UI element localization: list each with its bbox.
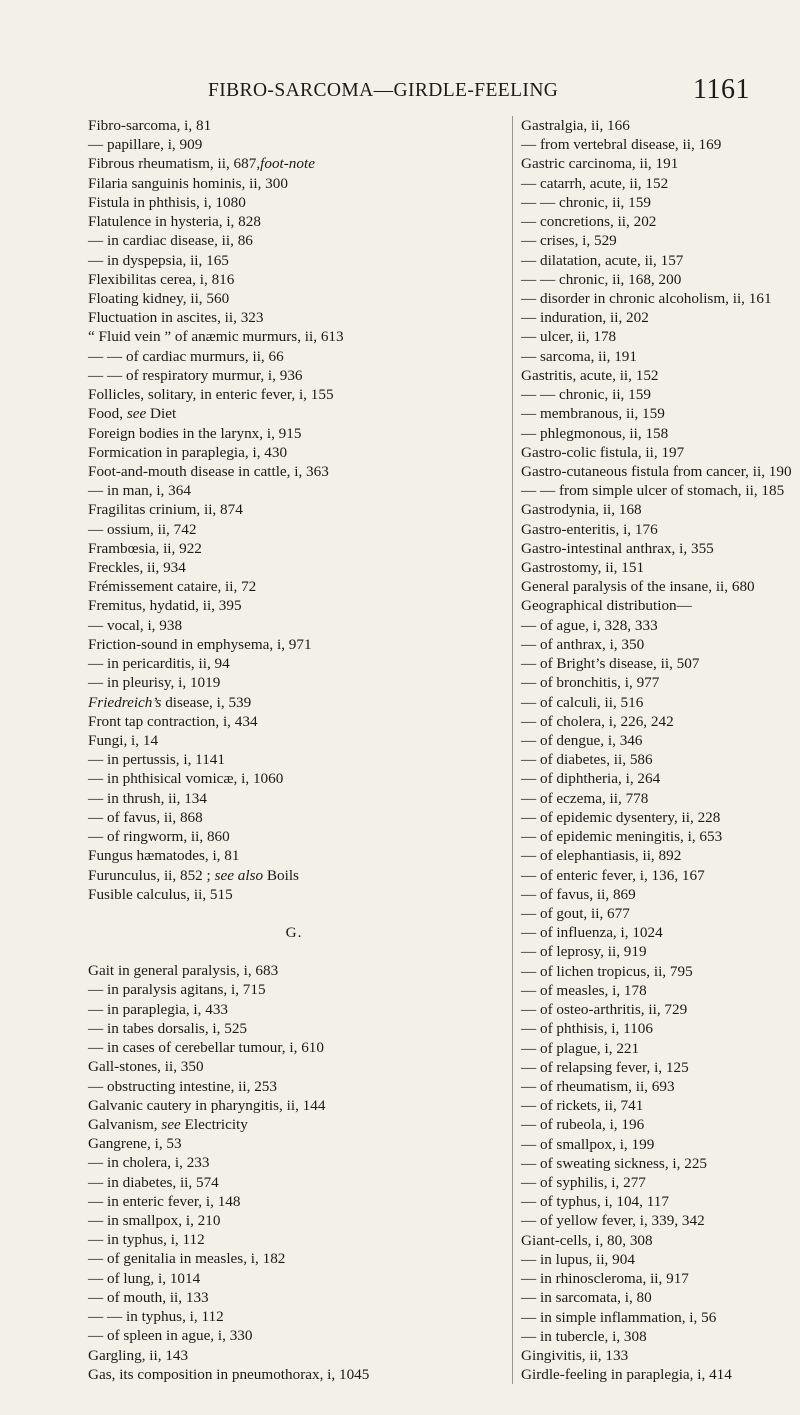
index-entry: — of elephantiasis, ii, 892 bbox=[521, 847, 682, 865]
index-entry: Gastrostomy, ii, 151 bbox=[521, 559, 645, 577]
index-entry: Gastro-enteritis, i, 176 bbox=[521, 520, 658, 538]
index-entry: — in cholera, i, 233 bbox=[88, 1154, 210, 1172]
index-entry bbox=[88, 154, 500, 173]
index-entry: — disorder in chronic alcoholism, ii, 161 bbox=[521, 289, 772, 307]
index-entry: Fusible calculus, ii, 515 bbox=[88, 885, 233, 903]
reference-target: Electricity bbox=[180, 1115, 248, 1133]
index-entry: — of gout, ii, 677 bbox=[521, 904, 630, 922]
index-entry: — in pleurisy, i, 1019 bbox=[88, 674, 221, 692]
index-entry: Fluctuation in ascites, ii, 323 bbox=[88, 309, 264, 327]
index-entry: — vocal, i, 938 bbox=[88, 616, 183, 634]
index-entry: Galvanic cautery in pharyngitis, ii, 144 bbox=[88, 1096, 326, 1114]
eponym-name: Friedreich’s bbox=[88, 693, 162, 711]
index-entry: — in diabetes, ii, 574 bbox=[88, 1173, 219, 1191]
index-entry: Fungi, i, 14 bbox=[88, 732, 159, 749]
index-entry bbox=[88, 1115, 500, 1134]
index-entry: Frémissement cataire, ii, 72 bbox=[88, 578, 257, 596]
index-entry: — of diabetes, ii, 586 bbox=[521, 751, 653, 769]
index-entry: — of rheumatism, ii, 693 bbox=[521, 1077, 675, 1095]
entry-text: Fibrous rheumatism, ii, 687, bbox=[88, 155, 261, 173]
index-entry: Fragilitas crinium, ii, 874 bbox=[88, 501, 243, 519]
index-entry: — — of cardiac murmurs, ii, 66 bbox=[88, 347, 284, 365]
index-entry: — of leprosy, ii, 919 bbox=[521, 943, 647, 961]
index-entry: — of lichen tropicus, ii, 795 bbox=[521, 962, 693, 980]
index-entry bbox=[88, 866, 500, 885]
index-entry: — catarrh, acute, ii, 152 bbox=[521, 174, 669, 192]
index-entry: Front tap contraction, i, 434 bbox=[88, 712, 258, 730]
index-entry: — in pertussis, i, 1141 bbox=[88, 751, 225, 769]
see-reference: see bbox=[161, 1115, 181, 1133]
index-entry: — of dengue, i, 346 bbox=[521, 732, 643, 749]
index-entry: — of smallpox, i, 199 bbox=[521, 1135, 655, 1153]
index-entry: — of enteric fever, i, 136, 167 bbox=[521, 866, 705, 884]
index-entry: Fistula in phthisis, i, 1080 bbox=[88, 193, 246, 211]
index-entry: Filaria sanguinis hominis, ii, 300 bbox=[88, 174, 288, 192]
index-entry: — — of respiratory murmur, i, 936 bbox=[88, 366, 303, 384]
index-entry: Gingivitis, ii, 133 bbox=[521, 1347, 629, 1364]
index-entry: — of syphilis, i, 277 bbox=[521, 1174, 646, 1192]
index-entry: — — chronic, ii, 159 bbox=[521, 386, 651, 404]
see-reference: see bbox=[126, 405, 147, 423]
index-entry: Geographical distribution— bbox=[521, 597, 692, 615]
running-head bbox=[0, 74, 800, 108]
index-entry: — in typhus, i, 112 bbox=[88, 1231, 205, 1249]
index-entry: Formication in paraplegia, i, 430 bbox=[88, 443, 288, 461]
index-entry: — in phthisical vomicæ, i, 1060 bbox=[88, 770, 284, 788]
index-entry: — of epidemic dysentery, ii, 228 bbox=[521, 808, 721, 826]
index-entry: — sarcoma, ii, 191 bbox=[521, 347, 637, 365]
index-entry: Gastrodynia, ii, 168 bbox=[521, 501, 642, 519]
index-entry: Friction-sound in emphysema, i, 971 bbox=[88, 635, 312, 653]
index-entry: “ Fluid vein ” of anæmic murmurs, ii, 613 bbox=[88, 328, 344, 346]
entry-text: Galvanism, bbox=[88, 1115, 162, 1133]
index-entry: — induration, ii, 202 bbox=[521, 309, 649, 327]
index-entry: Frambœsia, ii, 922 bbox=[88, 539, 202, 557]
index-entry: Gastro-cutaneous fistula from cancer, ii, 190 bbox=[521, 462, 792, 480]
index-entry: Gastric carcinoma, ii, 191 bbox=[521, 155, 679, 173]
index-entry: — of favus, ii, 869 bbox=[521, 885, 636, 903]
index-entry: Gangrene, i, 53 bbox=[88, 1135, 182, 1153]
index-entry: — of ringworm, ii, 860 bbox=[88, 828, 230, 846]
index-entry: Gait in general paralysis, i, 683 bbox=[88, 962, 279, 980]
index-entry: Gas, its composition in pneumothorax, i, 1045 bbox=[88, 1365, 370, 1383]
index-entry: — from vertebral disease, ii, 169 bbox=[521, 136, 722, 154]
index-entry: — in man, i, 364 bbox=[88, 482, 191, 500]
index-entry: — crises, i, 529 bbox=[521, 232, 617, 250]
index-entry: — concretions, ii, 202 bbox=[521, 213, 657, 231]
index-entry: — in sarcomata, i, 80 bbox=[521, 1289, 652, 1307]
index-entry: Gastralgia, ii, 166 bbox=[521, 117, 630, 134]
index-entry: — in cardiac disease, ii, 86 bbox=[88, 232, 253, 250]
index-column-left bbox=[88, 116, 500, 1384]
index-entry: — ulcer, ii, 178 bbox=[521, 328, 617, 346]
index-entry: — of rubeola, i, 196 bbox=[521, 1116, 645, 1134]
index-entry: — — chronic, ii, 168, 200 bbox=[521, 270, 682, 288]
page-number: 1161 bbox=[693, 74, 750, 105]
index-entry: Floating kidney, ii, 560 bbox=[88, 289, 230, 307]
index-entry: — of mouth, ii, 133 bbox=[88, 1288, 209, 1306]
index-entry: — in thrush, ii, 134 bbox=[88, 789, 207, 807]
index-entry: — in enteric fever, i, 148 bbox=[88, 1192, 241, 1210]
index-entry: — in paralysis agitans, i, 715 bbox=[88, 981, 266, 999]
index-entry: Gall-stones, ii, 350 bbox=[88, 1058, 204, 1076]
index-entry: — in lupus, ii, 904 bbox=[521, 1250, 635, 1268]
index-entry: — ossium, ii, 742 bbox=[88, 520, 197, 538]
index-entry: — of yellow fever, i, 339, 342 bbox=[521, 1212, 705, 1230]
foot-note-marker: foot-note bbox=[260, 155, 315, 173]
index-entry: Gastro-colic fistula, ii, 197 bbox=[521, 443, 685, 461]
entry-text: Furunculus, ii, 852 ; bbox=[88, 866, 215, 884]
running-head-title: FIBRO-SARCOMA—GIRDLE-FEELING bbox=[208, 80, 559, 101]
index-entry: — of cholera, i, 226, 242 bbox=[521, 712, 674, 730]
section-letter-g: G. bbox=[285, 923, 303, 941]
see-also-reference: see also bbox=[214, 866, 264, 884]
index-entry: — in cases of cerebellar tumour, i, 610 bbox=[88, 1039, 324, 1057]
index-entry: — of sweating sickness, i, 225 bbox=[521, 1154, 708, 1172]
index-entry: — of phthisis, i, 1106 bbox=[521, 1020, 653, 1038]
index-entry: — of anthrax, i, 350 bbox=[521, 635, 645, 653]
index-entry: — in rhinoscleroma, ii, 917 bbox=[521, 1270, 689, 1288]
index-entry: — of favus, ii, 868 bbox=[88, 808, 203, 826]
index-entry: — of epidemic meningitis, i, 653 bbox=[521, 828, 723, 846]
index-entry: — of measles, i, 178 bbox=[521, 981, 647, 999]
index-entry: Fremitus, hydatid, ii, 395 bbox=[88, 597, 242, 615]
index-entry: — in tabes dorsalis, i, 525 bbox=[88, 1019, 248, 1037]
index-entry: — — in typhus, i, 112 bbox=[88, 1308, 224, 1326]
index-entry: — of calculi, ii, 516 bbox=[521, 693, 644, 711]
index-entry: Foreign bodies in the larynx, i, 915 bbox=[88, 424, 302, 442]
index-entry: — in pericarditis, ii, 94 bbox=[88, 655, 230, 673]
index-entry: General paralysis of the insane, ii, 680 bbox=[521, 578, 755, 596]
index-entry: — of genitalia in measles, i, 182 bbox=[88, 1250, 286, 1268]
index-entry: — membranous, ii, 159 bbox=[521, 405, 665, 423]
reference-target: Diet bbox=[146, 405, 177, 423]
entry-text: Food, bbox=[88, 405, 127, 423]
index-entry: Girdle-feeling in paraplegia, i, 414 bbox=[521, 1366, 732, 1384]
index-entry: — of eczema, ii, 778 bbox=[521, 789, 649, 807]
index-entry: Flatulence in hysteria, i, 828 bbox=[88, 213, 261, 231]
index-entry: — of typhus, i, 104, 117 bbox=[521, 1193, 669, 1211]
index-entry: Foot-and-mouth disease in cattle, i, 363 bbox=[88, 462, 329, 480]
index-entry: — of Bright’s disease, ii, 507 bbox=[521, 655, 700, 673]
index-column-right bbox=[512, 116, 800, 1384]
index-entry: — in simple inflammation, i, 56 bbox=[521, 1308, 717, 1326]
index-entry: — dilatation, acute, ii, 157 bbox=[521, 251, 684, 269]
index-entry: Gastro-intestinal anthrax, i, 355 bbox=[521, 539, 714, 557]
index-entry: — — from simple ulcer of stomach, ii, 185 bbox=[521, 482, 785, 500]
index-entry: — papillare, i, 909 bbox=[88, 136, 203, 154]
index-entry: — of lung, i, 1014 bbox=[88, 1269, 201, 1287]
index-entry: — obstructing intestine, ii, 253 bbox=[88, 1077, 277, 1095]
index-entry: — of spleen in ague, i, 330 bbox=[88, 1327, 253, 1345]
index-entry: — in tubercle, i, 308 bbox=[521, 1327, 647, 1345]
index-entry: — of plague, i, 221 bbox=[521, 1039, 640, 1057]
reference-target: Boils bbox=[263, 866, 299, 884]
index-entry: — of osteo-arthritis, ii, 729 bbox=[521, 1001, 688, 1019]
index-entry: — in dyspepsia, ii, 165 bbox=[88, 251, 229, 269]
index-entry: — — chronic, ii, 159 bbox=[521, 193, 651, 211]
entry-text: disease, i, 539 bbox=[161, 693, 252, 711]
index-entry: Gastritis, acute, ii, 152 bbox=[521, 366, 659, 384]
index-entry: — of bronchitis, i, 977 bbox=[521, 674, 660, 692]
index-entry bbox=[88, 404, 500, 423]
index-entry: — in smallpox, i, 210 bbox=[88, 1212, 221, 1230]
index-entry: Follicles, solitary, in enteric fever, i, 155 bbox=[88, 386, 334, 404]
index-entry: — of diphtheria, i, 264 bbox=[521, 770, 661, 788]
index-entry: — of ague, i, 328, 333 bbox=[521, 616, 658, 634]
index-entry: — of rickets, ii, 741 bbox=[521, 1097, 644, 1115]
index-entry: — phlegmonous, ii, 158 bbox=[521, 424, 669, 442]
index-entry bbox=[88, 693, 500, 712]
index-entry: Flexibilitas cerea, i, 816 bbox=[88, 270, 235, 288]
index-entry: — of influenza, i, 1024 bbox=[521, 924, 663, 942]
index-entry: Fungus hæmatodes, i, 81 bbox=[88, 847, 240, 865]
index-entry: — in paraplegia, i, 433 bbox=[88, 1000, 229, 1018]
index-entry: Freckles, ii, 934 bbox=[88, 559, 186, 577]
index-entry: — of relapsing fever, i, 125 bbox=[521, 1058, 689, 1076]
index-entry: Gargling, ii, 143 bbox=[88, 1346, 189, 1364]
index-entry: Giant-cells, i, 80, 308 bbox=[521, 1231, 653, 1249]
index-entry: Fibro-sarcoma, i, 81 bbox=[88, 117, 212, 134]
